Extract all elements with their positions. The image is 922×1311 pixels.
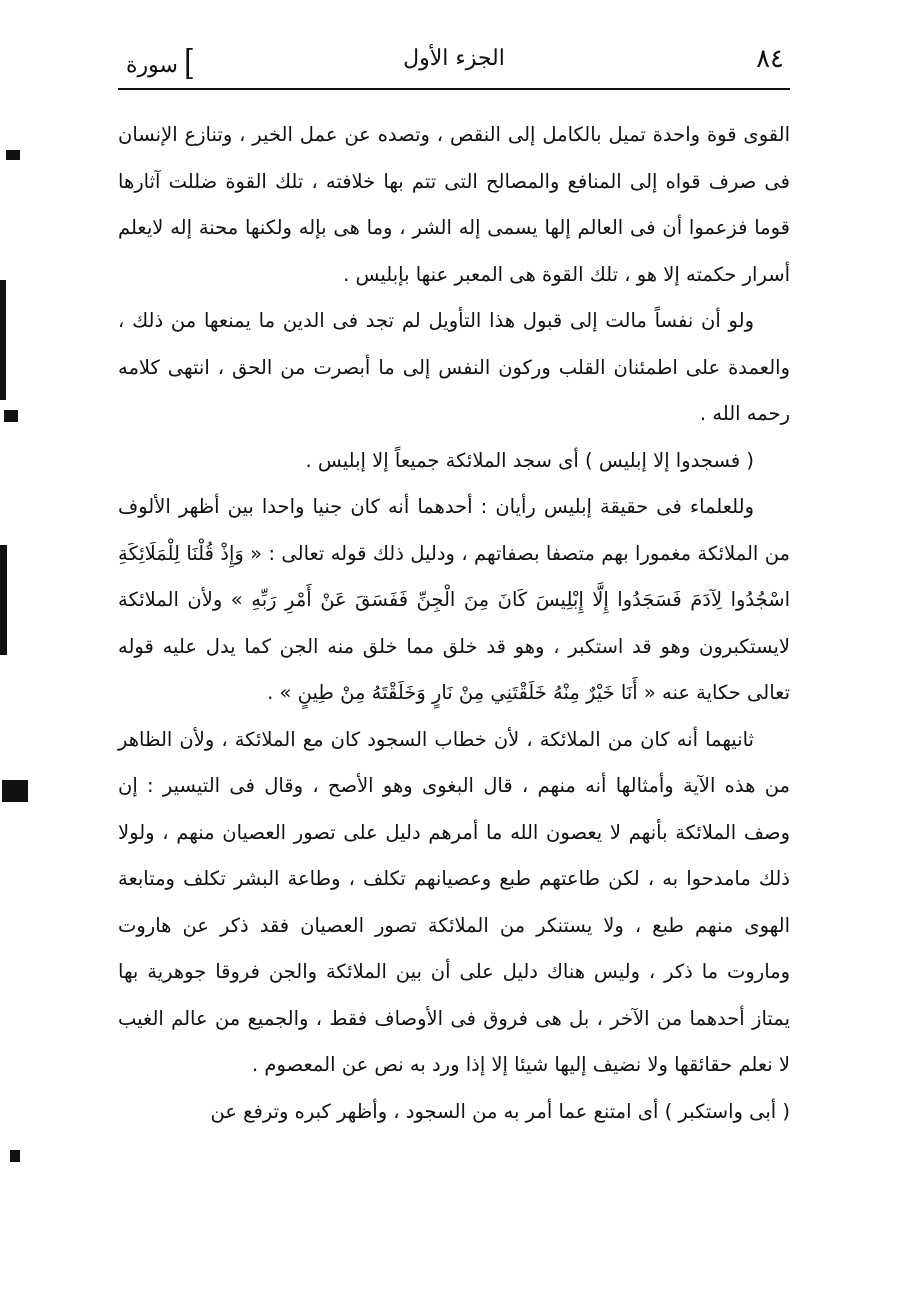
part-title: الجزء الأول	[403, 46, 505, 71]
surah-label	[126, 41, 195, 84]
paragraph-6-verse: ( أبى واستكبر ) أى امتنع عما أمر به من السجود ، وأظهر كبره وترفع عن	[210, 1099, 790, 1123]
scan-artifact	[0, 545, 7, 655]
scan-artifact	[6, 150, 20, 160]
paragraph-2: ولو أن نفساً مالت إلى قبول هذا التأويل لم تجد فى الدين ما يمنعها من ذلك ، والعمدة على اطمئنان القلب وركون النفس إلى ما أبصرت من الحق ، انتهى كلامه رحمه الله .	[118, 309, 790, 425]
paragraph-5: ثانيهما أنه كان من الملائكة ، لأن خطاب السجود كان مع الملائكة ، ولأن الظاهر من هذه الآية وأمثالها أنه منهم ، قال البغوى وهو الأصح ، وقال فى التيسير : إن وصف الملائكة بأنهم لا يعصون الله ما أمرهم دليل على تصور العصيان منهم ، ولولا ذلك مامدحوا به ، لكن طاعتهم طبع وعصيانهم تكلف ، وطاعة البشر تكلف ومتابعة الهوى منهم طبع ، ولا يستنكر من الملائكة تصور العصيان فقد ذكر عن هاروت وماروت ما ذكر ، وليس هناك دليل على أن بين الملائكة والجن فروقا جوهرية بها يمتاز أحدهما من الآخر ، بل هى فروق فى الأوصاف فقط ، والجميع من عالم الغيب لا نعلم حقائقها ولا نضيف إليها شيئا إلا إذا ورد به نص عن المعصوم .	[118, 727, 790, 1076]
page-number: ٨٤	[756, 44, 784, 74]
scan-artifact	[10, 1150, 20, 1162]
header-rule	[118, 88, 790, 90]
scan-artifact	[0, 280, 6, 400]
page-header	[118, 41, 790, 84]
bracket-mark: ]	[183, 41, 195, 84]
paragraph-1: القوى قوة واحدة تميل بالكامل إلى النقص ، وتصده عن عمل الخير ، وتنازع الإنسان فى صرف قواه إلى المنافع والمصالح التى تتم بها خلافته ، تلك القوة ضللت آثارها قوما فزعموا أن فى العالم إلها يسمى إله الشر ، وما هى بإله ولكنها محنة إله لايعلم أسرار حكمته إلا هو ، تلك القوة هى المعبر عنها بإبليس .	[118, 123, 790, 286]
paragraph-4: وللعلماء فى حقيقة إبليس رأيان : أحدهما أنه كان جنيا واحدا بين أظهر الألوف من الملائكة مغمورا بهم متصفا بصفاتهم ، ودليل ذلك قوله تعالى : « وَإِذْ قُلْنَا لِلْمَلَائِكَةِ اسْجُدُوا لِآدَمَ فَسَجَدُوا إِلَّا إِبْلِيسَ كَانَ مِنَ الْجِنِّ فَفَسَقَ عَنْ أَمْرِ رَبِّهِ » ولأن الملائكة لايستكبرون وهو قد استكبر ، وهو قد خلق مما خلق منه الجن كما يدل عليه قوله تعالى حكاية عنه « أَنَا خَيْرٌ مِنْهُ خَلَقْتَنِي مِنْ نَارٍ وَخَلَقْتَهُ مِنْ طِينٍ » .	[118, 495, 790, 704]
paragraph-3-verse: ( فسجدوا إلا إبليس ) أى سجد الملائكة جميعاً إلا إبليس .	[305, 448, 754, 472]
scan-artifact	[4, 410, 18, 422]
scan-artifact	[2, 780, 28, 802]
surah-label-text: سورة	[126, 53, 178, 78]
body-text	[118, 112, 790, 1135]
